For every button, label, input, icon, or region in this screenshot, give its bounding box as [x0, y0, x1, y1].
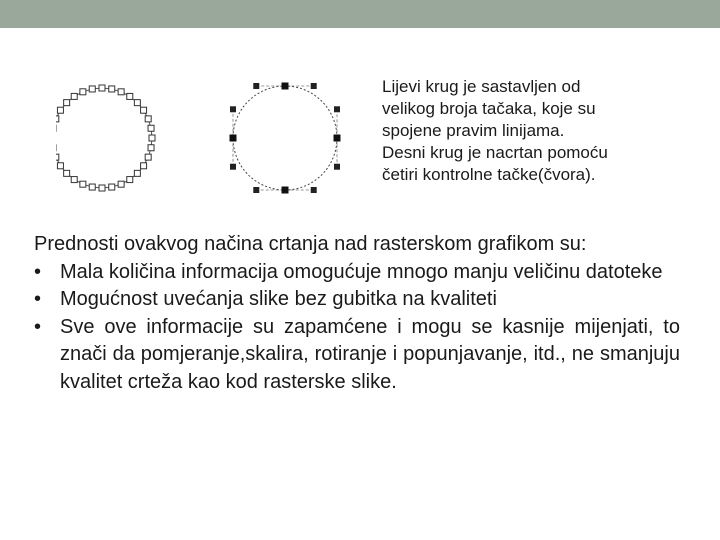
- control-handle: [311, 187, 317, 193]
- caption-line: Lijevi krug je sastavljen od: [382, 77, 581, 96]
- point-marker: [127, 93, 133, 99]
- point-marker: [56, 116, 59, 122]
- point-marker: [89, 86, 95, 92]
- point-marker: [56, 154, 59, 160]
- control-node: [230, 135, 237, 142]
- list-item: [34, 314, 680, 397]
- control-handle: [253, 187, 259, 193]
- control-node: [282, 83, 289, 90]
- point-marker: [109, 184, 115, 190]
- list-item: [34, 259, 680, 287]
- point-marker: [134, 170, 140, 176]
- point-marker: [145, 116, 151, 122]
- intro-paragraph: Prednosti ovakvog načina crtanja nad rasterskom grafikom su:: [34, 233, 587, 255]
- advantages-list: [34, 259, 680, 397]
- point-marker: [80, 181, 86, 187]
- vector-vs-points-figure: [56, 70, 356, 205]
- control-node: [282, 187, 289, 194]
- control-handle: [253, 83, 259, 89]
- caption-line: velikog broja tačaka, koje su: [382, 99, 596, 118]
- point-marker: [145, 154, 151, 160]
- point-marker: [127, 177, 133, 183]
- figure-caption: [382, 76, 682, 186]
- point-marker: [71, 93, 77, 99]
- point-marker: [141, 163, 147, 169]
- list-item-text: Mala količina informacija omogućuje mnogo manju veličinu datoteke: [60, 260, 663, 283]
- point-marker: [71, 177, 77, 183]
- point-marker: [149, 135, 155, 141]
- point-marker: [99, 185, 105, 191]
- caption-line: spojene pravim linijama.: [382, 121, 565, 140]
- control-handle: [334, 106, 340, 112]
- point-marker: [148, 145, 154, 151]
- list-item: [34, 286, 680, 314]
- circle-of-many-points-icon: [56, 85, 155, 191]
- point-marker: [89, 184, 95, 190]
- caption-line: Desni krug je nacrtan pomoću: [382, 143, 608, 162]
- control-handle: [230, 164, 236, 170]
- point-marker: [118, 181, 124, 187]
- point-marker: [57, 107, 63, 113]
- point-marker: [64, 170, 70, 176]
- point-marker: [118, 89, 124, 95]
- point-marker: [134, 100, 140, 106]
- point-marker: [64, 100, 70, 106]
- point-marker: [99, 85, 105, 91]
- point-marker: [109, 86, 115, 92]
- caption-line: četiri kontrolne tačke(čvora).: [382, 165, 596, 184]
- point-marker: [141, 107, 147, 113]
- control-handle: [311, 83, 317, 89]
- top-accent-bar: [0, 0, 720, 28]
- circle-four-control-nodes-icon: [230, 83, 341, 194]
- bullet-icon: •: [34, 260, 42, 283]
- list-item-text: Sve ove informacije su zapamćene i mogu se kasnije mijenjati, to znači da pomjeranje,skalira, rotiranje i popunjavanje, itd., ne smanjuju kvalitet crteža kao kod rasterske slike.: [60, 315, 680, 393]
- point-marker: [80, 89, 86, 95]
- list-item-text: Mogućnost uvećanja slike bez gubitka na kvaliteti: [60, 288, 497, 310]
- slide-body: [34, 231, 680, 396]
- control-node: [334, 135, 341, 142]
- point-marker: [57, 163, 63, 169]
- control-handle: [334, 164, 340, 170]
- bullet-icon: •: [34, 315, 42, 338]
- control-handle: [230, 106, 236, 112]
- bullet-icon: •: [34, 288, 42, 310]
- point-marker: [148, 125, 154, 131]
